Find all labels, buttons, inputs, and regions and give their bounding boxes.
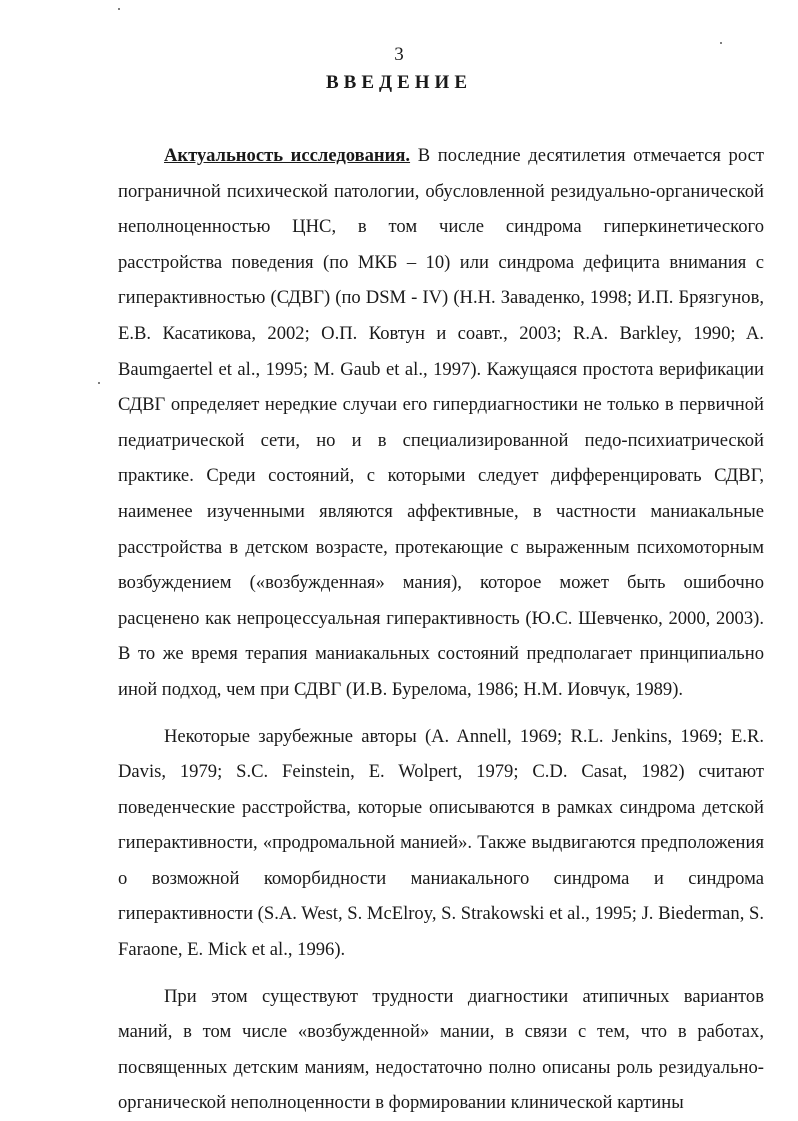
paragraph-2: [118, 719, 764, 968]
page-number: 3: [394, 44, 404, 65]
paragraph-3: [118, 979, 764, 1121]
scan-speck: [98, 382, 100, 384]
paragraph-text: В последние десятилетия отмечается рост пограничной психической патологии, обусловленной резидуально-органической неполноценностью ЦНС, в том числе синдрома гиперкинетического расстройства поведения (по МКБ – 10) или синдрома дефицита внимания с гиперактивностью (СДВГ) (по DSM - IV) (Н.Н. Заваденко, 1998; И.П. Брязгунов, Е.В. Касатикова, 2002; О.П. Ковтун и соавт., 2003; R.A. Barkley, 1990; A. Baumgaertel et al., 1995; M. Gaub et al., 1997). Кажущаяся простота верификации СДВГ определяет нередкие случаи его гипердиагностики не только в первичной педиатрической сети, но и в специализированной педо-психиатрической практике. Среди состояний, с которыми следует дифференцировать СДВГ, наименее изученными являются аффективные, в частности маниакальные расстройства в детском возрасте, протекающие с выраженным психомоторным возбуждением («возбужденная» мания), которое может быть ошибочно расценено как непроцессуальная гиперактивность (Ю.С. Шевченко, 2000, 2003). В то же время терапия маниакальных состояний предполагает принципиально иной подход, чем при СДВГ (И.В. Бурелома, 1986; Н.М. Иовчук, 1989).: [118, 145, 764, 700]
paragraph-text: Некоторые зарубежные авторы (A. Annell, 1969; R.L. Jenkins, 1969; E.R. Davis, 1979; S.C. Feinstein, E. Wolpert, 1979; C.D. Casat, 1982) считают поведенческие расстройства, которые описываются в рамках синдрома детской гиперактивности, «продромальной манией». Также выдвигаются предположения о возможной коморбидности маниакального синдрома и синдрома гиперактивности (S.A. West, S. McElroy, S. Strakowski et al., 1995; J. Biederman, S. Faraone, E. Mick et al., 1996).: [118, 725, 764, 961]
paragraph-lead-term: Актуальность исследования.: [164, 145, 411, 166]
paragraph-1: [118, 138, 764, 708]
paragraph-text: При этом существуют трудности диагностики атипичных вариантов маний, в том числе «возбужденной» мании, в связи с тем, что в работах, посвященных детским маниям, недостаточно полно описаны роль резидуально-органической неполноценности в формировании клинической картины: [118, 985, 764, 1114]
body-text: [118, 138, 764, 1121]
section-heading: ВВЕДЕНИЕ: [326, 72, 472, 93]
scan-speck: [118, 8, 120, 10]
